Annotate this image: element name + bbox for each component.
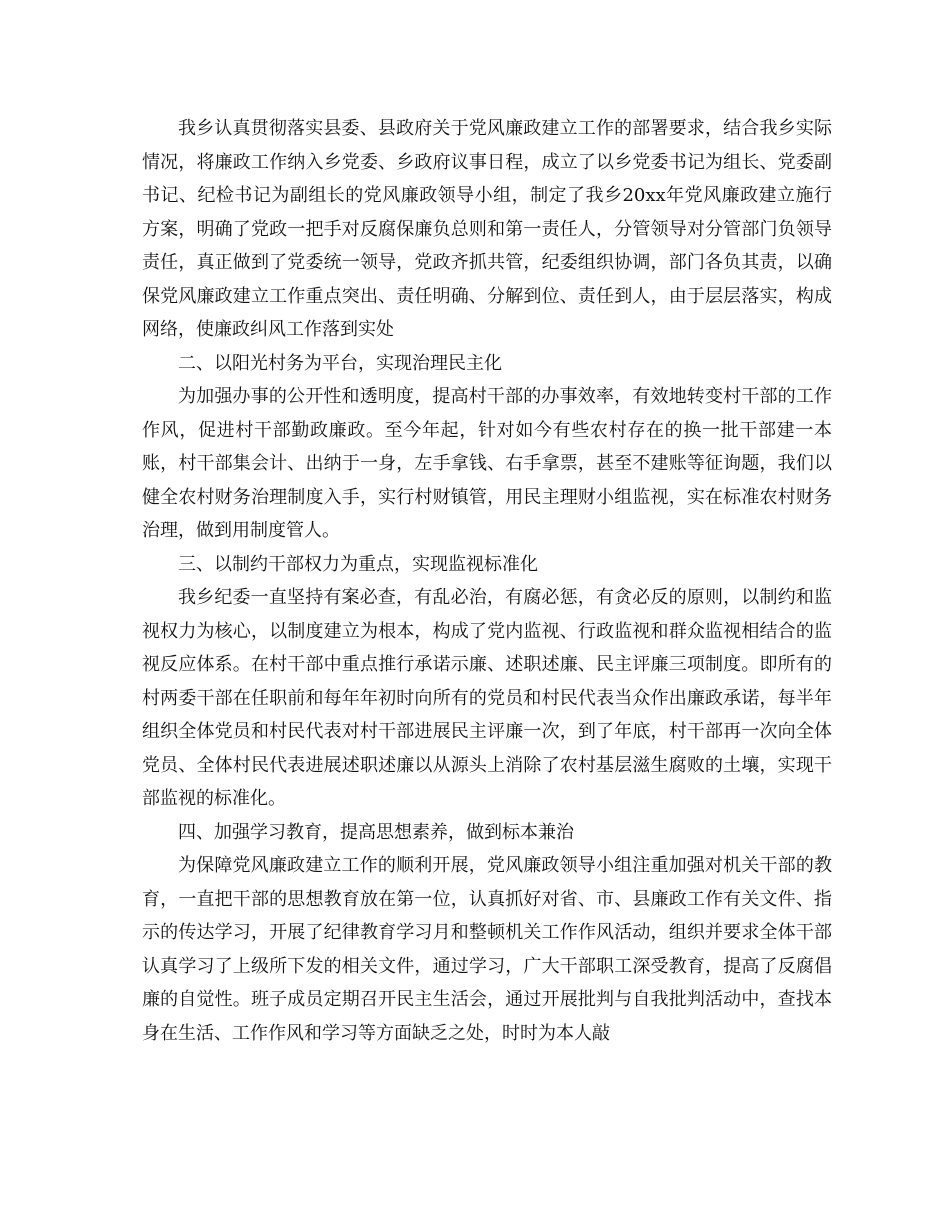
- section-heading-village-affairs: 二、以阳光村务为平台，实现治理民主化: [178, 352, 502, 374]
- paragraph-village-affairs: 为加强办事的公开性和透明度，提高村干部的办事效率，有效地转变村干部的工作作风，促进村干部勤政廉政。至今年起，针对如今有些农村存在的换一批干部建一本账，村干部集会计、出纳于一身，左手拿钱、右手拿票，甚至不建账等征询题，我们以健全农村财务治理制度入手，实行村财镇管，用民主理财小组监视，实在标准农村财务治理，做到用制度管人。: [142, 386, 832, 541]
- document-body: [142, 112, 832, 1050]
- paragraph-leadership-system: 我乡认真贯彻落实县委、县政府关于党风廉政建立工作的部署要求，结合我乡实际情况，将廉政工作纳入乡党委、乡政府议事日程，成立了以乡党委书记为组长、党委副书记、纪检书记为副组长的党风廉政领导小组，制定了我乡20xx年党风廉政建立施行方案，明确了党政一把手对反腐保廉负总则和第一责任人，分管领导对分管部门负领导责任，真正做到了党委统一领导，党政齐抓共管，纪委组织协调，部门各负其责，以确保党风廉政建立工作重点突出、责任明确、分解到位、责任到人，由于层层落实，构成网络，使廉政纠风工作落到实处: [142, 118, 832, 340]
- paragraph-supervision: 我乡纪委一直坚持有案必查，有乱必治，有腐必惩，有贪必反的原则，以制约和监视权力为核心，以制度建立为根本，构成了党内监视、行政监视和群众监视相结合的监视反应体系。在村干部中重点推行承诺示廉、述职述廉、民主评廉三项制度。即所有的村两委干部在任职前和每年年初时向所有的党员和村民代表当众作出廉政承诺，每半年组织全体党员和村民代表对村干部进展民主评廉一次，到了年底，村干部再一次向全体党员、全体村民代表进展述职述廉以从源头上消除了农村基层滋生腐败的土壤，实现干部监视的标准化。: [142, 587, 832, 809]
- section-heading-supervision: 三、以制约干部权力为重点，实现监视标准化: [178, 553, 538, 575]
- section-heading-education: 四、加强学习教育，提高思想素养，做到标本兼治: [178, 821, 574, 843]
- paragraph-education: 为保障党风廉政建立工作的顺利开展，党风廉政领导小组注重加强对机关干部的教育，一直把干部的思想教育放在第一位，认真抓好对省、市、县廉政工作有关文件、指示的传达学习，开展了纪律教育学习月和整顿机关工作作风活动，组织并要求全体干部认真学习了上级所下发的相关文件，通过学习，广大干部职工深受教育，提高了反腐倡廉的自觉性。班子成员定期召开民主生活会，通过开展批判与自我批判活动中，查找本身在生活、工作作风和学习等方面缺乏之处，时时为本人敲: [142, 855, 832, 1044]
